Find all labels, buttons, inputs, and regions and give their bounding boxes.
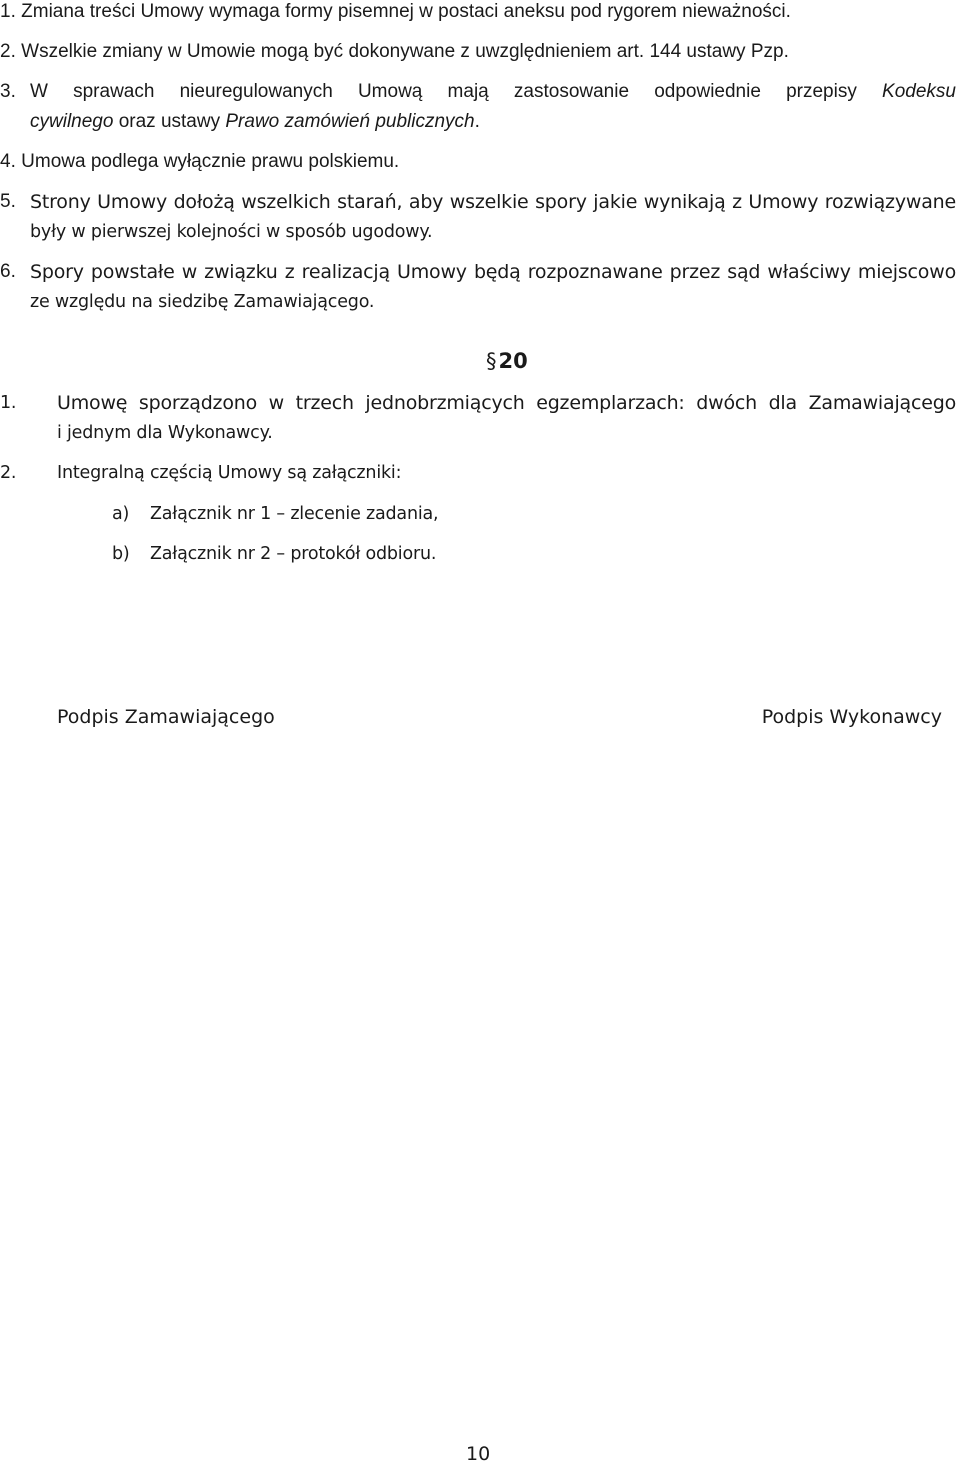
- paragraph-2-number: 2.: [0, 41, 16, 62]
- final-paragraph-1-number: 1.: [0, 393, 17, 413]
- paragraph-3-number: 3.: [0, 81, 16, 102]
- paragraph-3-line-1: [30, 80, 956, 104]
- paragraph-3-end: .: [474, 111, 480, 132]
- paragraph-5-line-1: [30, 190, 956, 214]
- paragraph-3-italic-pzp: Prawo zamówień publicznych: [225, 111, 475, 132]
- final-paragraph-1-text-2: i jednym dla Wykonawcy.: [57, 423, 273, 443]
- section-number: 20: [498, 349, 528, 373]
- paragraph-3-italic-kodeksu: Kodeksu: [882, 81, 956, 102]
- paragraph-1-number: 1.: [0, 1, 16, 22]
- final-paragraph-1-text-1: Umowę sporządzono w trzech jednobrzmiących egzemplarzach: dwóch dla Zamawiającego: [57, 392, 956, 414]
- paragraph-2-text: Wszelkie zmiany w Umowie mogą być dokonywane z uwzględnieniem art. 144 ustawy Pzp.: [21, 41, 789, 62]
- paragraph-1: [0, 0, 791, 24]
- paragraph-3-text: W sprawach nieuregulowanych Umową mają zastosowanie odpowiednie przepisy: [30, 81, 857, 102]
- final-paragraph-2-text: Integralną częścią Umowy są załączniki:: [57, 463, 402, 483]
- paragraph-5-text-1: Strony Umowy dołożą wszelkich starań, aby wszelkie spory jakie wynikają z Umowy rozwiązywane: [30, 191, 956, 213]
- paragraph-3-mid: oraz ustawy: [118, 111, 221, 132]
- paragraph-6-text-1: Spory powstałe w związku z realizacją Umowy będą rozpoznawane przez sąd właściwy miejscowo: [30, 261, 956, 283]
- signature-wykonawcy: Podpis Wykonawcy: [761, 706, 942, 728]
- paragraph-1-text: Zmiana treści Umowy wymaga formy pisemnej w postaci aneksu pod rygorem nieważności.: [21, 1, 791, 22]
- page-number: 10: [466, 1443, 491, 1465]
- paragraph-4: [0, 150, 399, 174]
- paragraph-6-number: 6.: [0, 261, 16, 282]
- final-paragraph-1-line-1: [57, 391, 956, 415]
- paragraph-3-italic-cywilnego: cywilnego: [30, 111, 114, 132]
- paragraph-5-text-2: były w pierwszej kolejności w sposób ugodowy.: [30, 222, 433, 242]
- section-heading: [486, 349, 528, 373]
- paragraph-4-number: 4.: [0, 151, 16, 172]
- attachment-a-text: Załącznik nr 1 – zlecenie zadania,: [150, 504, 439, 524]
- final-paragraph-2-number: 2.: [0, 463, 17, 483]
- paragraph-3-line-2: [30, 110, 480, 134]
- attachment-b-text: Załącznik nr 2 – protokół odbioru.: [150, 544, 437, 564]
- signature-zamawiajacego: Podpis Zamawiającego: [57, 706, 275, 728]
- paragraph-2: [0, 40, 789, 64]
- paragraph-6-text-2: ze względu na siedzibę Zamawiającego.: [30, 292, 375, 312]
- attachment-a-letter: a): [112, 504, 130, 524]
- section-symbol: §: [486, 349, 497, 373]
- paragraph-5-number: 5.: [0, 191, 16, 212]
- paragraph-6-line-1: [30, 260, 956, 284]
- attachment-b-letter: b): [112, 544, 130, 564]
- paragraph-4-text: Umowa podlega wyłącznie prawu polskiemu.: [21, 151, 400, 172]
